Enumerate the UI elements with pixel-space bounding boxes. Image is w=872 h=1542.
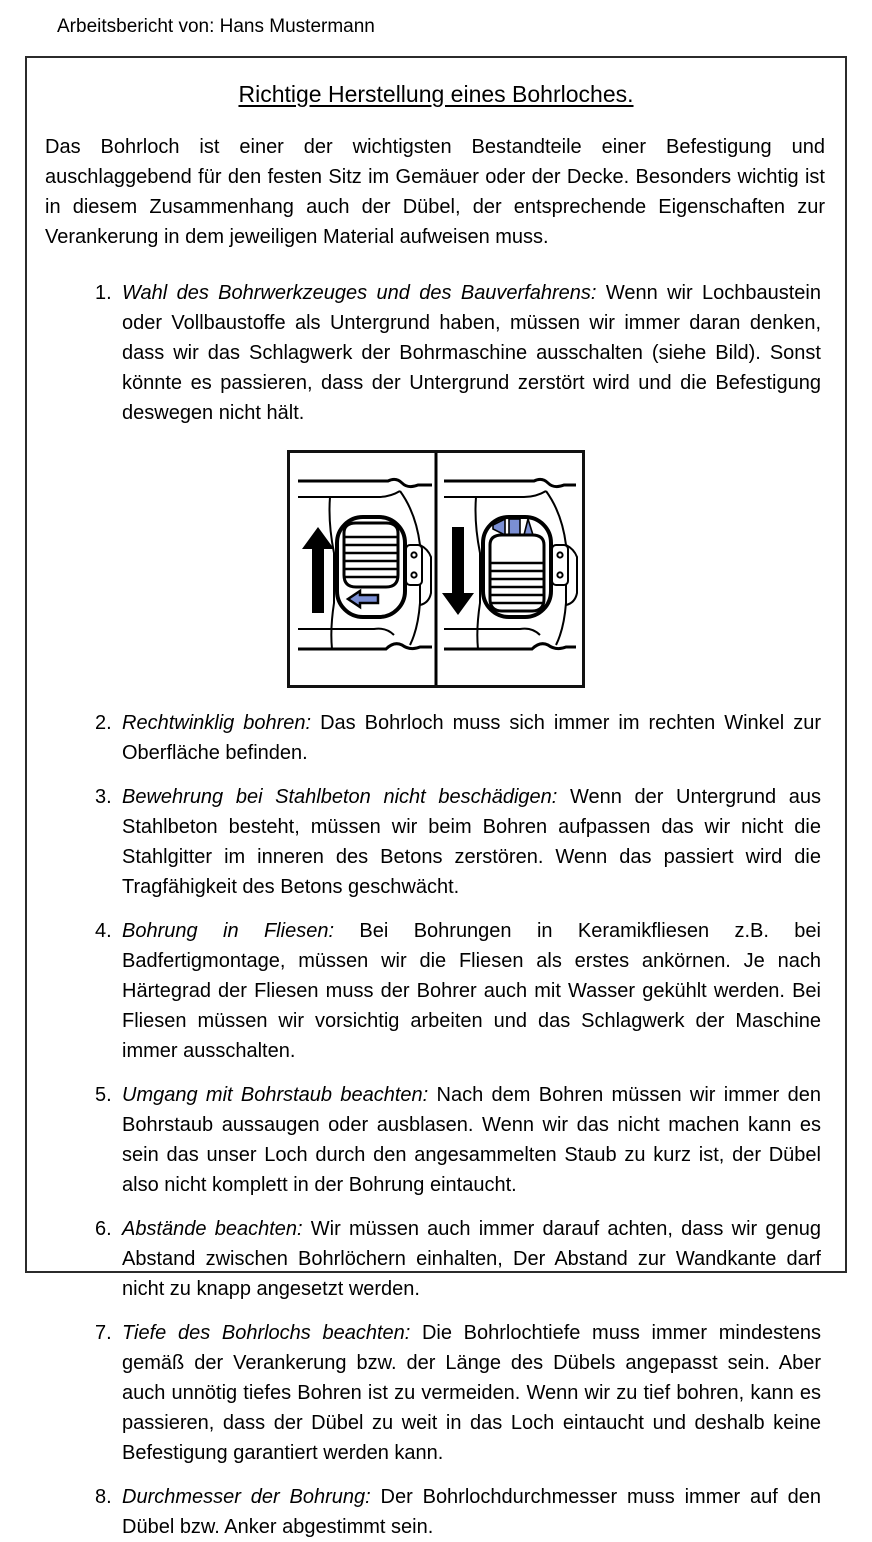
page-title-text: Richtige Herstellung eines Bohrloches. <box>238 81 634 107</box>
step-body: Die Bohrlochtiefe muss immer mindestens gemäß der Verankerung bzw. der Länge des Dübels angepasst sein. Aber auch unnötig tiefes Bohren ist zu vermeiden. Wenn wir zu tief bohren, kann es passieren, dass der Dübel zu weit in das Loch eintaucht und deshalb keine Befestigung garantiert werden kann. <box>122 1322 821 1464</box>
list-item <box>95 1318 821 1468</box>
step-body: Wenn wir Lochbaustein oder Vollbaustoffe als Untergrund haben, müssen wir immer daran denken, dass wir das Schlagwerk der Bohrmaschine ausschalten (siehe Bild). Sonst könnte es passieren, dass der Untergrund zerstört wird und die Befestigung deswegen nicht hält. <box>122 282 821 424</box>
list-item <box>95 1214 821 1304</box>
hammer-symbol <box>493 519 533 535</box>
steps-list-continued <box>45 708 827 1542</box>
step-body: Das Bohrloch muss sich immer im rechten Winkel zur Oberfläche befinden. <box>122 712 822 764</box>
list-item <box>95 916 821 1066</box>
step-lead: Bohrung in Fliesen: <box>122 920 334 942</box>
step-body: Wir müssen auch immer darauf achten, dass wir genug Abstand zwischen Bohrlöchern einhalten, Der Abstand zur Wandkante darf nicht zu knapp angesetzt werden. <box>122 1218 821 1300</box>
drill-hammer-switch-illustration <box>290 453 582 685</box>
intro-paragraph: Das Bohrloch ist einer der wichtigsten Bestandteile einer Befestigung und auschlaggebend für den festen Sitz im Gemäuer oder der Decke. Besonders wichtig ist in diesem Zusammenhang auch der Dübel, der entsprechende Eigenschaften zur Verankerung in dem jeweiligen Material aufweisen muss. <box>45 136 825 248</box>
page-title <box>45 80 827 108</box>
step-lead: Rechtwinklig bohren: <box>122 712 312 734</box>
step-lead: Tiefe des Bohrlochs beachten: <box>122 1322 411 1344</box>
step-lead: Abstände beachten: <box>122 1218 303 1240</box>
step-body: Wenn der Untergrund aus Stahlbeton besteht, müssen wir beim Bohren aufpassen das wir nicht die Stahlgitter im inneren des Betons zerstören. Wenn das passiert wird die Tragfähigkeit des Betons geschwächt. <box>122 786 822 898</box>
document-content <box>45 58 827 1538</box>
list-item <box>95 1482 821 1542</box>
step-body: Der Bohrlochdurchmesser muss immer auf den Dübel bzw. Anker abgestimmt sein. <box>122 1486 821 1538</box>
list-item <box>95 278 821 428</box>
switch-slider-down <box>490 535 544 611</box>
steps-list <box>45 278 827 428</box>
figure-box <box>287 450 585 688</box>
step-body: Bei Bohrungen in Keramikfliesen z.B. bei Badfertigmontage, müssen wir die Fliesen als erstes ankörnen. Je nach Härtegrad der Fliesen muss der Bohrer auch mit Wasser gekühlt werden. Bei Fliesen müssen wir vorsichtig arbeiten und das Schlagwerk der Maschine immer ausschalten. <box>122 920 821 1062</box>
step-body: Nach dem Bohren müssen wir immer den Bohrstaub aussaugen oder ausblasen. Wenn wir das nicht machen kann es sein das unser Loch durch den angesammelten Staub zu kurz ist, der Dübel also nicht komplett in der Bohrung eintaucht. <box>122 1084 821 1196</box>
figure-drill-switch <box>45 450 827 688</box>
step-lead: Umgang mit Bohrstaub beachten: <box>122 1084 429 1106</box>
step-lead: Wahl des Bohrwerkzeuges und des Bauverfahrens: <box>122 282 597 304</box>
step-lead: Bewehrung bei Stahlbeton nicht beschädigen: <box>122 786 558 808</box>
document-frame <box>25 56 847 1538</box>
list-item <box>95 782 821 902</box>
document-header: Arbeitsbericht von: Hans Mustermann <box>57 16 375 37</box>
list-item <box>95 1080 821 1200</box>
step-lead: Durchmesser der Bohrung: <box>122 1486 371 1508</box>
list-item <box>95 708 821 768</box>
